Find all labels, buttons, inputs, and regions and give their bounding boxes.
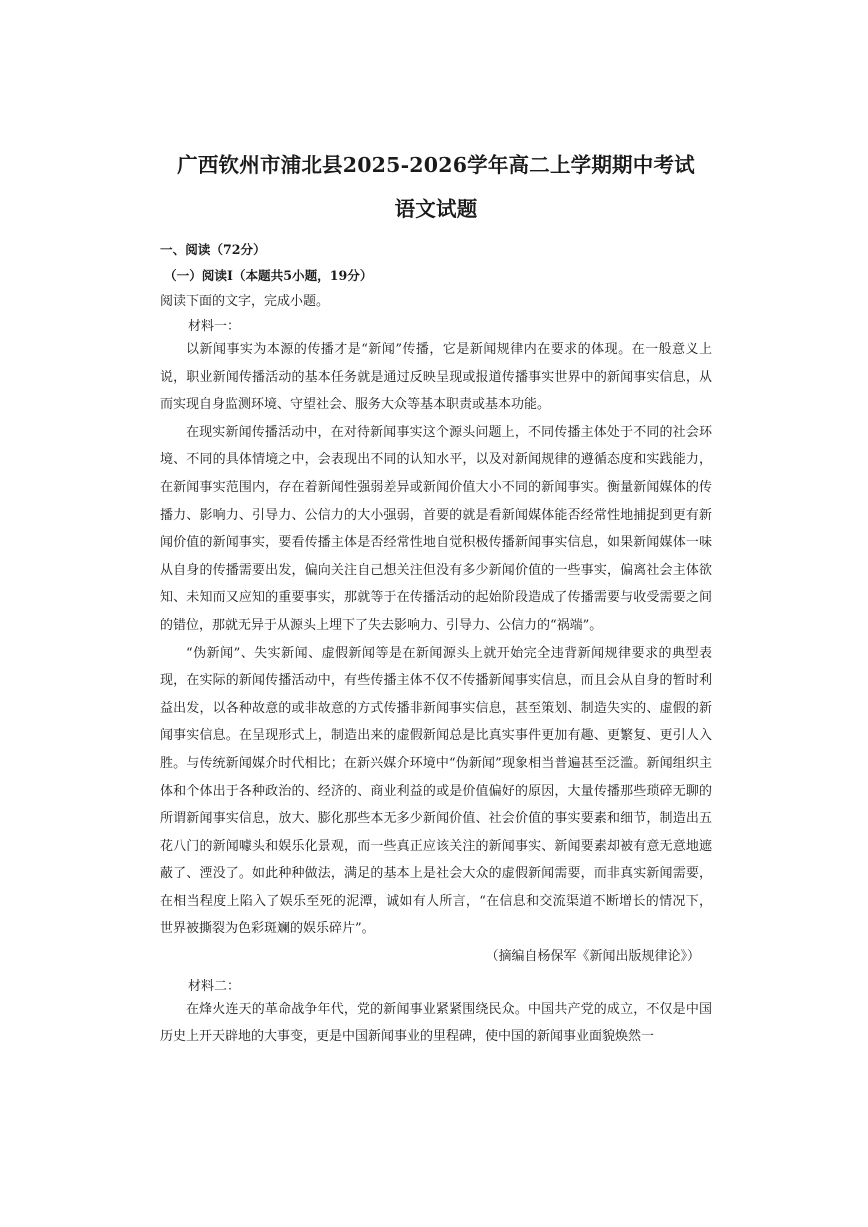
material-one-paragraph-3: “伪新闻”、失实新闻、虚假新闻等是在新闻源头上就开始完全违背新闻规律要求的典型表现，在实际的新闻传播活动中，有些传播主体不仅不传播新闻事实信息，而且会从自身的暂时利益出发，以各种故意的或非故意的方式传播非新闻事实信息，甚至策划、制造失实的、虚假的新闻事实信息。在呈现形式上，制造出来的虚假新闻总是比真实事件更加有趣、更繁复、更引人入胜。与传统新闻媒介时代相比；在新兴媒介环境中“伪新闻”现象相当普遍甚至泛滥。新闻组织主体和个体出于各种政治的、经济的、商业利益的或是价值偏好的原因，大量传播那些琐碎无聊的所谓新闻事实信息，放大、膨化那些本无多少新闻价值、社会价值的事实要素和细节，制造出五花八门的新闻噱头和娱乐化景观，而一些真正应该关注的新闻事实、新闻要素却被有意无意地遮蔽了、湮没了。如此种种做法，满足的基本上是社会大众的虚假新闻需要，而非真实新闻需要，在相当程度上陷入了娱乐至死的泥潭，诚如有人所言，“在信息和交流渠道不断增长的情况下，世界被撕裂为色彩斑斓的娱乐碎片”。 (160, 645, 712, 937)
material-one-label: 材料一： (188, 319, 241, 334)
subsection-heading: （一）阅读Ⅰ（本题共5小题，19分） (164, 268, 373, 283)
exam-subtitle: 语文试题 (394, 197, 478, 221)
material-one-paragraph-2: 在现实新闻传播活动中，在对待新闻事实这个源头问题上，不同传播主体处于不同的社会环境、不同的具体情境之中，会表现出不同的认知水平，以及对新闻规律的遵循态度和实践能力，在新闻事实范围内，存在着新闻性强弱差异或新闻价值大小不同的新闻事实。衡量新闻媒体的传播力、影响力、引导力、公信力的大小强弱，首要的就是看新闻媒体能否经常性地捕捉到更有新闻价值的新闻事实，要看传播主体是否经常性地自觉积极传播新闻事实信息，如果新闻媒体一味从自身的传播需要出发，偏向关注自己想关注但没有多少新闻价值的一些事实，偏离社会主体欲知、未知而又应知的重要事实，那就等于在传播活动的起始阶段造成了传播需要与收受需要之间的错位，那就无异于从源头上埋下了失去影响力、引导力、公信力的“祸端”。 (160, 424, 712, 633)
material-two-label: 材料二： (188, 978, 241, 994)
material-two-paragraph-1: 在烽火连天的革命战争年代，党的新闻事业紧紧围绕民众。中国共产党的成立，不仅是中国历史上开天辟地的大事变，更是中国新闻事业的里程碑，使中国的新闻事业面貌焕然一 (160, 1001, 712, 1045)
reading-instruction: 阅读下面的文字，完成小题。 (160, 294, 330, 309)
section-heading: 一、阅读（72分） (160, 242, 266, 257)
exam-title: 广西钦州市浦北县2025-2026学年高二上学期期中考试 (177, 153, 695, 177)
exam-page (160, 150, 712, 1051)
material-one-source: （摘编自杨保军《新闻出版规律论》） (485, 949, 700, 965)
material-one-paragraph-1: 以新闻事实为本源的传播才是“新闻”传播，它是新闻规律内在要求的体现。在一般意义上说，职业新闻传播活动的基本任务就是通过反映呈现或报道传播事实世界中的新闻事实信息，从而实现自身监测环境、守望社会、服务大众等基本职责或基本功能。 (160, 342, 712, 413)
